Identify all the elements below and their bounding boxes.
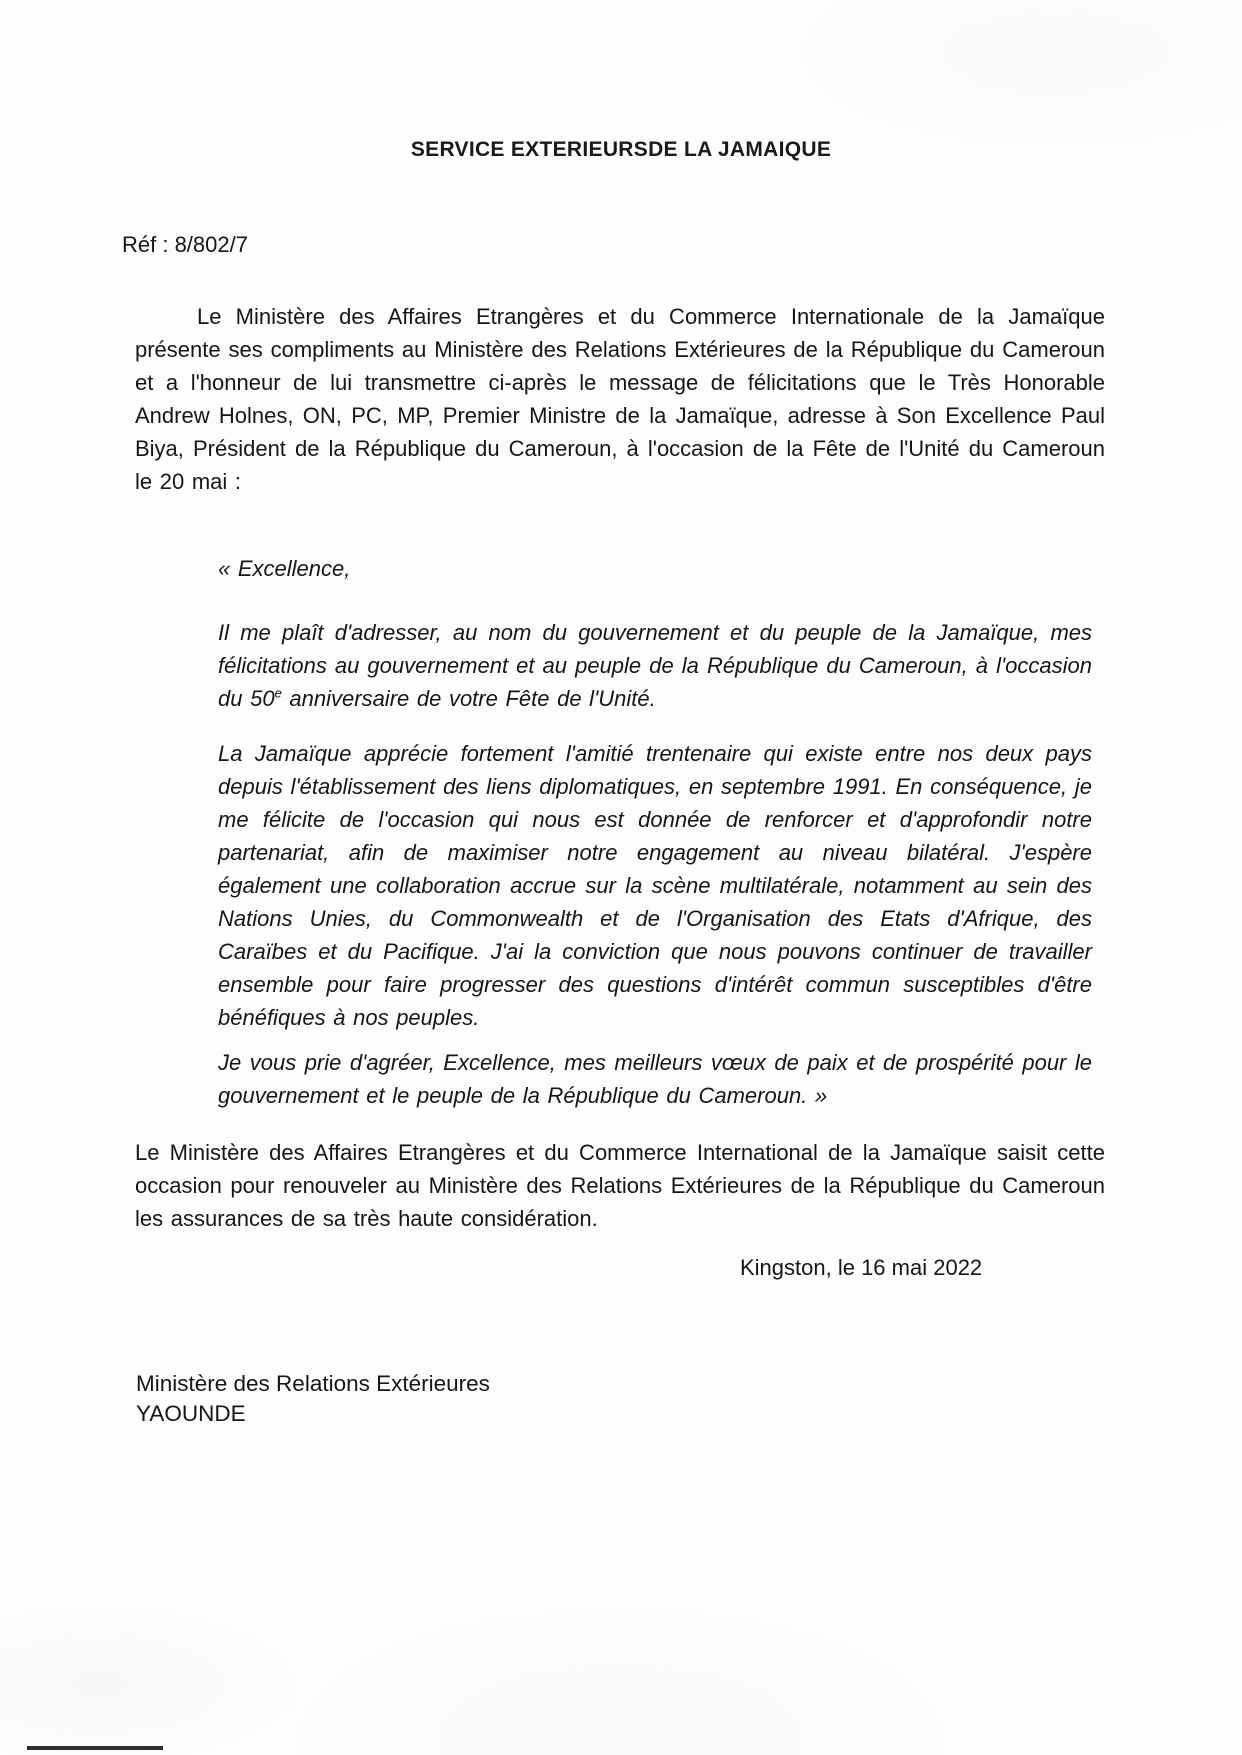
superscript-e: e xyxy=(274,685,282,701)
quote-paragraph-1-tail: anniversaire de votre Fête de l'Unité. xyxy=(281,686,656,711)
dateline: Kingston, le 16 mai 2022 xyxy=(740,1255,983,1280)
closing-paragraph: Le Ministère des Affaires Etrangères et du Commerce International de la Jamaïque saisit cette occasion pour renouveler au Ministère des Relations Extérieures de la République du Cameroun les assurances de sa très haute considération. xyxy=(135,1140,1105,1231)
document-title: SERVICE EXTERIEURSDE LA JAMAIQUE xyxy=(410,138,832,161)
quote-paragraph-1 xyxy=(218,616,1092,715)
addressee-ministry: Ministère des Relations Extérieures xyxy=(136,1371,490,1396)
quote-paragraph-2: La Jamaïque apprécie fortement l'amitié trentenaire qui existe entre nos deux pays depuis l'établissement des liens diplomatiques, en septembre 1991. En conséquence, je me félicite de l'occasion qui nous est donnée de renforcer et d'approfondir notre partenariat, afin de maximiser notre engagement au niveau bilatéral. J'espère également une collaboration accrue sur la scène multilatérale, notamment au sein des Nations Unies, du Commonwealth et de l'Organisation des Etats d'Afrique, des Caraïbes et du Pacifique. J'ai la conviction que nous pouvons continuer de travailler ensemble pour faire progresser des questions d'intérêt commun susceptibles d'être bénéfiques à nos peuples. xyxy=(218,741,1092,1030)
footer-scan-line xyxy=(27,1746,163,1750)
addressee-block xyxy=(136,1369,1242,1429)
reference-number: Réf : 8/802/7 xyxy=(122,232,248,257)
quote-paragraph-3: Je vous prie d'agréer, Excellence, mes meilleurs vœux de paix et de prospérité pour le gouvernement et le peuple de la République du Cameroun. » xyxy=(218,1050,1092,1108)
quoted-message xyxy=(218,552,1092,1112)
quote-paragraph-1-text: Il me plaît d'adresser, au nom du gouvernement et du peuple de la Jamaïque, mes félicitations au gouvernement et au peuple de la République du Cameroun, à l'occasion du 50 xyxy=(218,620,1092,711)
opening-paragraph: Le Ministère des Affaires Etrangères et du Commerce Internationale de la Jamaïque présente ses compliments au Ministère des Relations Extérieures de la République du Cameroun et a l'honneur de lui transmettre ci-après le message de félicitations que le Très Honorable Andrew Holnes, ON, PC, MP, Premier Ministre de la Jamaïque, adresse à Son Excellence Paul Biya, Président de la République du Cameroun, à l'occasion de la Fête de l'Unité du Cameroun le 20 mai : xyxy=(135,304,1105,494)
addressee-city: YAOUNDE xyxy=(136,1401,246,1426)
quote-salutation: « Excellence, xyxy=(218,556,351,581)
